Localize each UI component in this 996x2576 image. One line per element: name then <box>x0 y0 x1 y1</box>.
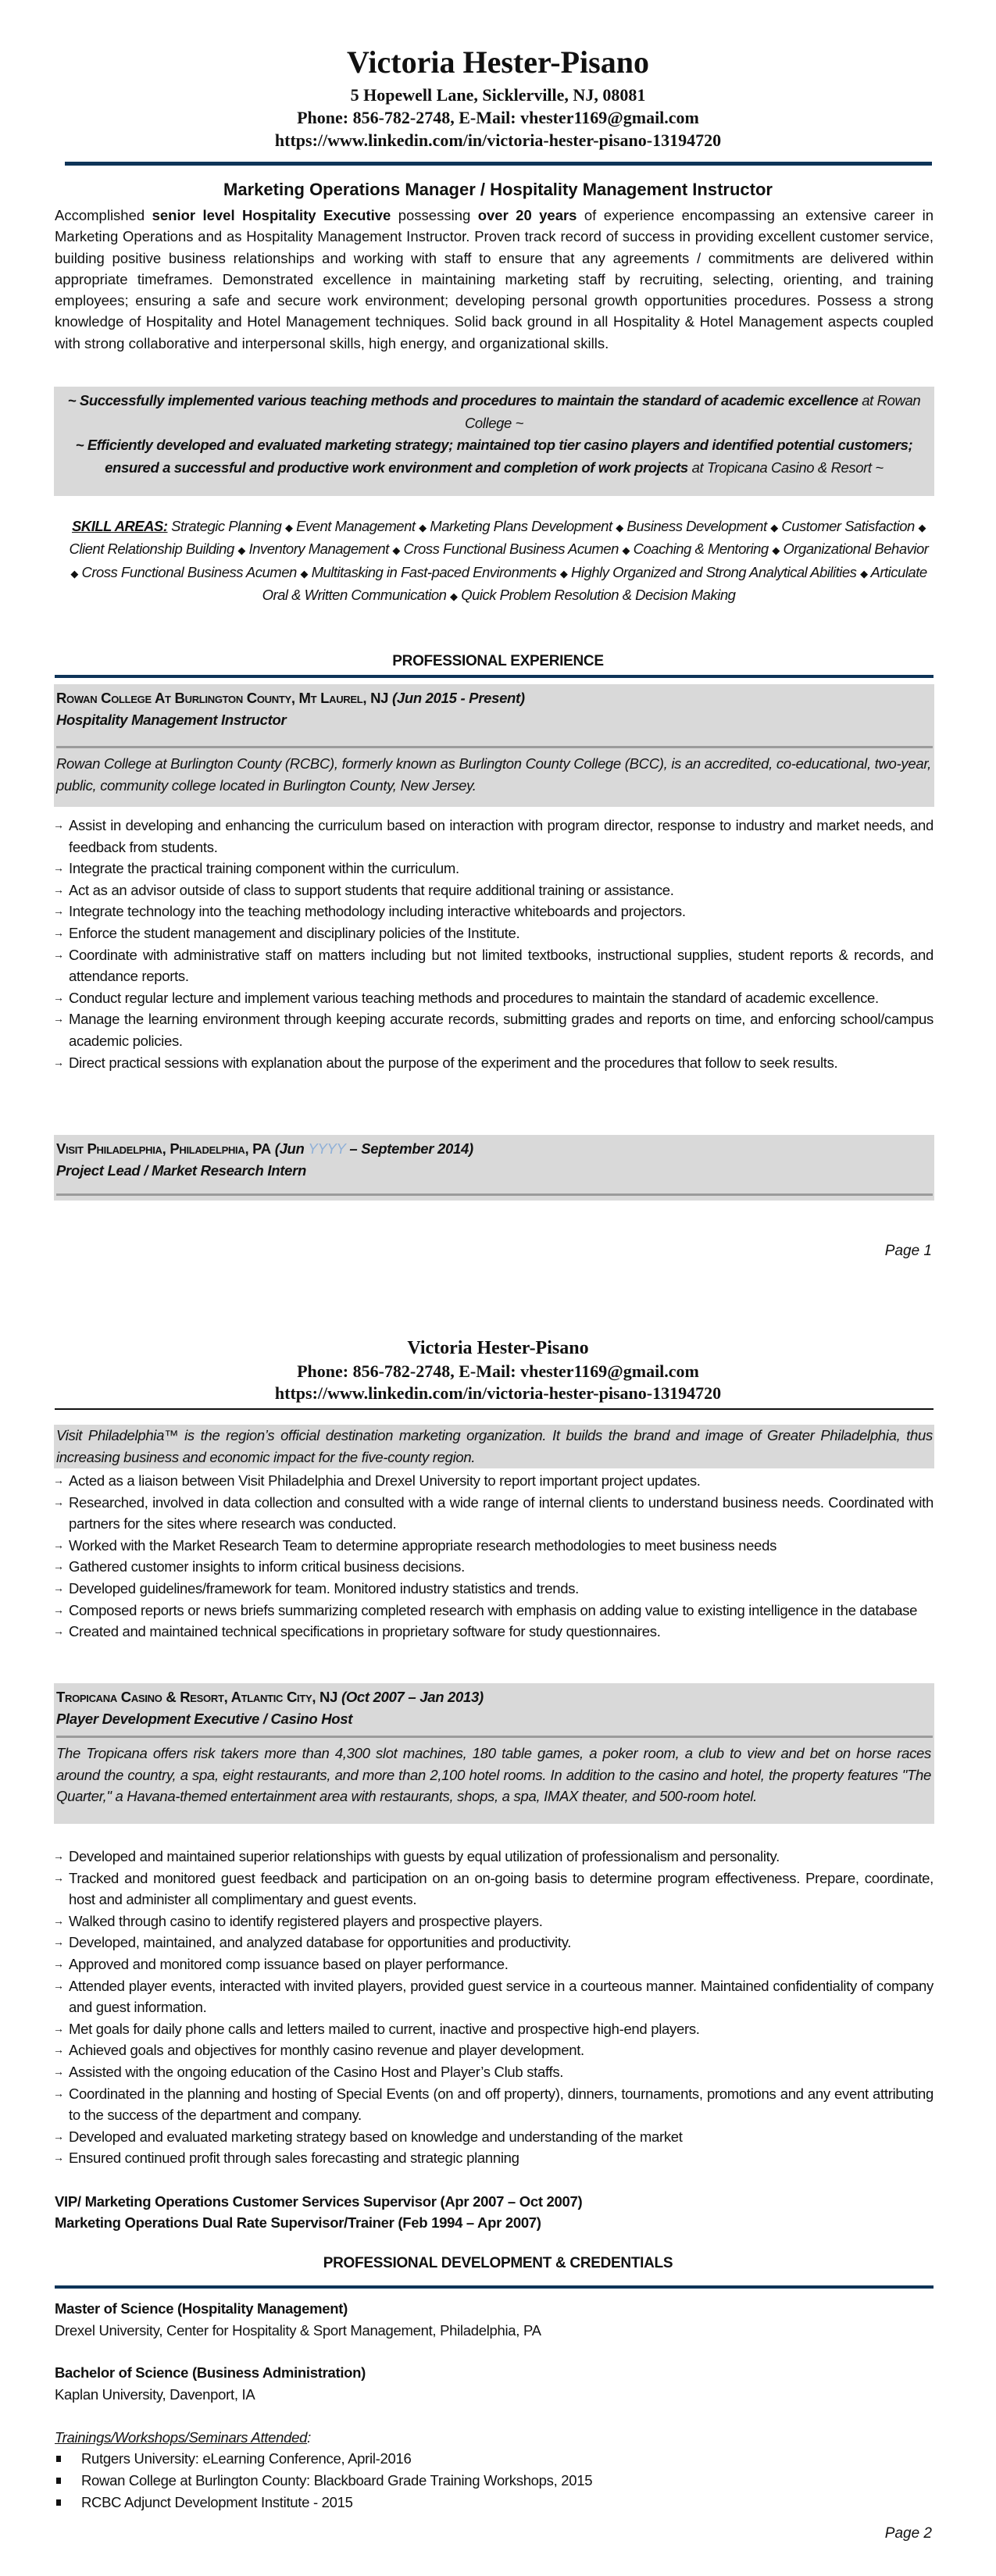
degree-school: Kaplan University, Davenport, IA <box>55 2386 255 2403</box>
training-text: Rowan College at Burlington County: Blackboard Grade Training Workshops, 2015 <box>81 2472 593 2489</box>
diamond-separator-icon: ◆ <box>622 544 630 557</box>
bullet-text: Tracked and monitored guest feedback and participation on an on-going basis to determine program effectiveness. Prepare, coordinate, host and administer all complimentary and guest events. <box>69 1869 934 1908</box>
company-description-visit-philadelphia: Visit Philadelphia™ is the region’s official destination marketing organization. It builds the brand and image of Greater Philadelphia, thus increasing business and economic impact for the five-county region. <box>54 1425 934 1468</box>
bullet-text: Created and maintained technical specifications in proprietary software for study questionnaires. <box>69 1623 661 1640</box>
job-header-rowan <box>54 684 934 807</box>
arrow-bullet-icon: → <box>53 1603 64 1616</box>
job-separator <box>56 1193 933 1196</box>
dates-start: (Jun <box>274 1140 309 1157</box>
company-name: Rowan College At Burlington County, Mt Laurel, NJ <box>56 690 389 706</box>
bullet-item <box>55 1535 934 1557</box>
job-dates <box>275 1140 473 1157</box>
degree-title: Bachelor of Science (Business Administration) <box>55 2364 366 2381</box>
bullet-text: Developed, maintained, and analyzed database for opportunities and productivity. <box>69 1934 572 1951</box>
skill-item: Customer Satisfaction <box>781 518 915 534</box>
arrow-bullet-icon: → <box>53 2151 64 2164</box>
bullet-text: Walked through casino to identify registered players and prospective players. <box>69 1912 543 1929</box>
job-company-line <box>56 1138 933 1160</box>
job-dates: (Jun 2015 - Present) <box>391 690 525 706</box>
skill-item: Articulate Oral & Written Communication <box>262 563 927 604</box>
training-text: Rutgers University: eLearning Conference, April-2016 <box>81 2450 412 2467</box>
diamond-separator-icon: ◆ <box>419 522 427 533</box>
skill-item: Client Relationship Building <box>69 541 234 558</box>
profile-summary <box>55 205 934 354</box>
company-description: The Tropicana offers risk takers more than 4,300 slot machines, 180 table games, a poker room, a club to view and bet on horse races around the country, a spa, eight restaurants, and more than 2,100 hotel rooms. In addition to the casino and hotel, the property features "The Quarter," a Havana-themed entertainment area with restaurants, shops, a spa, IMAX theater, and 500-room hotel. <box>56 1745 931 1804</box>
bullet-text: Attended player events, interacted with invited players, provided guest service in a courteous manner. Maintained confidentiality of company and guest information. <box>69 1977 934 2016</box>
bullet-item <box>55 1953 934 1975</box>
page-number: Page 2 <box>884 2525 932 2542</box>
job-dates: (Oct 2007 – Jan 2013) <box>341 1689 484 1705</box>
career-highlights <box>54 387 934 496</box>
section-heading-education: PROFESSIONAL DEVELOPMENT & CREDENTIALS <box>323 2255 673 2271</box>
diamond-separator-icon: ◆ <box>70 567 78 580</box>
linkedin-link[interactable]: https://www.linkedin.com/in/victoria-hester-pisano-13194720 <box>274 130 722 150</box>
skill-item: Marketing Plans Development <box>430 518 612 534</box>
square-bullet-icon <box>56 2456 61 2462</box>
bullet-text: Developed and maintained superior relationships with guests by equal utilization of professionalism and personality. <box>69 1848 780 1864</box>
bullet-text: Worked with the Market Research Team to determine appropriate research methodologies to meet business needs <box>69 1536 777 1554</box>
bullet-text: Direct practical sessions with explanation about the purpose of the experiment and the procedures that follow to seek results. <box>69 1054 838 1071</box>
bullet-text: Integrate the practical training component within the curriculum. <box>69 860 459 877</box>
bullet-text: Developed and evaluated marketing strategy based on knowledge and understanding of the market <box>69 2128 683 2145</box>
bullet-text: Enforce the student management and disciplinary policies of the Institute. <box>69 924 520 941</box>
skill-item: Cross Functional Business Acumen <box>81 563 297 580</box>
skill-item: Multitasking in Fast-paced Environments <box>311 563 557 580</box>
summary-emphasis: over 20 years <box>477 207 577 223</box>
arrow-bullet-icon: → <box>53 1012 64 1026</box>
trainings-heading <box>55 2427 934 2448</box>
job-role: Project Lead / Market Research Intern <box>56 1161 306 1179</box>
arrow-bullet-icon: → <box>53 883 64 896</box>
bullet-text: Gathered customer insights to inform critical business decisions. <box>69 1558 465 1575</box>
candidate-name-page2: Victoria Hester-Pisano <box>407 1338 589 1358</box>
bullet-item <box>55 1052 934 1074</box>
job-company-line <box>56 1686 933 1708</box>
arrow-bullet-icon: → <box>53 904 64 918</box>
additional-role: Marketing Operations Dual Rate Supervisor/Trainer (Feb 1994 – Apr 2007) <box>55 2214 541 2231</box>
bullet-item <box>55 944 934 987</box>
arrow-bullet-icon: → <box>53 2086 64 2100</box>
bullet-item <box>55 2018 934 2040</box>
bullet-item <box>55 2147 934 2169</box>
highlight-bold: ~ Successfully implemented various teaching methods and procedures to maintain the standard of academic excellence <box>67 392 859 409</box>
bullet-item <box>55 901 934 922</box>
arrow-bullet-icon: → <box>53 1625 64 1638</box>
page2-header-divider <box>55 1408 934 1410</box>
diamond-separator-icon: ◆ <box>770 522 778 533</box>
bullet-text: Approved and monitored comp issuance based on player performance. <box>69 1955 509 1972</box>
header-divider <box>65 162 932 166</box>
arrow-bullet-icon: → <box>53 1936 64 1949</box>
skill-item: Highly Organized and Strong Analytical Abilities <box>571 563 857 580</box>
arrow-bullet-icon: → <box>53 926 64 939</box>
bullet-text: Assist in developing and enhancing the curriculum based on interaction with program director, response to industry and market needs, and feedback from students. <box>69 817 934 855</box>
diamond-separator-icon: ◆ <box>300 567 308 580</box>
company-name: Visit Philadelphia, Philadelphia, PA <box>56 1140 271 1157</box>
arrow-bullet-icon: → <box>53 2064 64 2078</box>
contact-info: Phone: 856-782-2748, E-Mail: vhester1169@gmail.com <box>297 108 699 127</box>
summary-text: Accomplished <box>55 207 152 223</box>
arrow-bullet-icon: → <box>53 1495 64 1508</box>
dates-end: – September 2014) <box>345 1140 473 1157</box>
job-role: Player Development Executive / Casino Host <box>56 1710 353 1727</box>
additional-role: VIP/ Marketing Operations Customer Services Supervisor (Apr 2007 – Oct 2007) <box>55 2193 583 2210</box>
arrow-bullet-icon: → <box>53 1581 64 1594</box>
company-description: Rowan College at Burlington County (RCBC), formerly known as Burlington County College (BCC), is an accredited, co-educational, two-year, public, community college located in Burlington County, New Jersey. <box>56 755 931 794</box>
job-company-line <box>56 687 933 709</box>
trainings-colon: : <box>307 2429 312 2446</box>
skills-label: SKILL AREAS: <box>72 518 168 534</box>
bullet-text: Assisted with the ongoing education of the Casino Host and Player’s Club staffs. <box>69 2063 564 2080</box>
bullet-item <box>55 1621 934 1643</box>
arrow-bullet-icon: → <box>53 947 64 961</box>
bullet-item <box>55 1868 934 1911</box>
job-bullets-visit-philadelphia <box>55 1470 934 1643</box>
bullet-text: Act as an advisor outside of class to support students that require additional training or assistance. <box>69 881 674 898</box>
diamond-separator-icon: ◆ <box>918 522 926 533</box>
job-bullets-tropicana <box>55 1846 934 2169</box>
square-bullet-icon <box>56 2499 61 2506</box>
bullet-text: Integrate technology into the teaching methodology including interactive whiteboards and projectors. <box>69 903 686 920</box>
bullet-item <box>55 2083 934 2126</box>
skill-item: Quick Problem Resolution & Decision Making <box>461 587 736 604</box>
diamond-separator-icon: ◆ <box>284 522 293 533</box>
job-separator <box>56 746 933 748</box>
training-item <box>55 2448 934 2470</box>
job-role: Hospitality Management Instructor <box>56 711 287 728</box>
bullet-text: Acted as a liaison between Visit Philadelphia and Drexel University to report important project updates. <box>69 1472 701 1489</box>
arrow-bullet-icon: → <box>53 1914 64 1927</box>
arrow-bullet-icon: → <box>53 1957 64 1970</box>
bullet-text: Coordinate with administrative staff on matters including but not limited textbooks, instructional supplies, student reports & records, and attendance reports. <box>69 946 934 985</box>
bullet-text: Met goals for daily phone calls and letters mailed to current, inactive and prospective high-end players. <box>69 2020 700 2037</box>
skill-item: Event Management <box>296 518 416 534</box>
arrow-bullet-icon: → <box>53 862 64 875</box>
bullet-item <box>55 2039 934 2061</box>
arrow-bullet-icon: → <box>53 1538 64 1551</box>
arrow-bullet-icon: → <box>53 990 64 1004</box>
diamond-separator-icon: ◆ <box>450 590 458 603</box>
bullet-item <box>55 1008 934 1051</box>
bullet-text: Composed reports or news briefs summarizing completed research with emphasis on adding value to existing intelligence in the database <box>69 1601 918 1618</box>
arrow-bullet-icon: → <box>53 2129 64 2143</box>
training-text: RCBC Adjunct Development Institute - 2015 <box>81 2494 353 2510</box>
diamond-separator-icon: ◆ <box>559 567 568 580</box>
arrow-bullet-icon: → <box>53 2021 64 2035</box>
candidate-name: Victoria Hester-Pisano <box>347 45 649 80</box>
skill-item: Cross Functional Business Acumen <box>403 541 619 558</box>
bullet-item <box>55 987 934 1009</box>
date-placeholder: YYYY <box>308 1140 346 1157</box>
arrow-bullet-icon: → <box>53 1978 64 1992</box>
highlight-bold: ~ Efficiently developed and evaluated marketing strategy; maintained top tier casino players and identified potential customers; ensured a successful and productive work environment and completion of work projects <box>75 437 913 476</box>
bullet-item <box>55 815 934 858</box>
address: 5 Hopewell Lane, Sicklerville, NJ, 08081 <box>350 85 646 105</box>
bullet-text: Researched, involved in data collection and consulted with a wide range of internal clients to understand business needs. Coordinated with partners for the sites where research was conducted. <box>69 1493 934 1532</box>
degree-school: Drexel University, Center for Hospitality & Sport Management, Philadelphia, PA <box>55 2322 541 2339</box>
skill-item: Business Development <box>627 518 767 534</box>
linkedin-link-page2[interactable]: https://www.linkedin.com/in/victoria-hester-pisano-13194720 <box>274 1383 722 1403</box>
experience-divider <box>55 675 934 678</box>
bullet-text: Developed guidelines/framework for team. Monitored industry statistics and trends. <box>69 1579 580 1597</box>
skill-areas <box>64 516 934 608</box>
bullet-text: Coordinated in the planning and hosting of Special Events (on and off property), dinners, tournaments, promotions and any event attributing to the success of the department and company. <box>69 2085 934 2124</box>
bullet-item <box>55 1932 934 1953</box>
bullet-text: Conduct regular lecture and implement various teaching methods and procedures to maintain the standard of academic excellence. <box>69 989 879 1006</box>
arrow-bullet-icon: → <box>53 1850 64 1862</box>
bullet-item <box>55 1492 934 1535</box>
trainings-list <box>55 2448 934 2514</box>
skill-item: Strategic Planning <box>171 518 282 534</box>
contact-info-page2: Phone: 856-782-2748, E-Mail: vhester1169@gmail.com <box>297 1361 699 1381</box>
highlight-rest: at Tropicana Casino & Resort ~ <box>687 458 884 476</box>
arrow-bullet-icon: → <box>53 1055 64 1069</box>
diamond-separator-icon: ◆ <box>237 544 245 557</box>
job-bullets-rowan <box>55 815 934 1073</box>
arrow-bullet-icon: → <box>53 1560 64 1573</box>
degree-title: Master of Science (Hospitality Management) <box>55 2300 348 2317</box>
bullet-item <box>55 1470 934 1492</box>
summary-emphasis: senior level Hospitality Executive <box>152 207 391 223</box>
trainings-heading-text: Trainings/Workshops/Seminars Attended <box>55 2429 308 2446</box>
bullet-item <box>55 1556 934 1578</box>
bullet-item <box>55 1911 934 1932</box>
skill-item: Inventory Management <box>248 541 389 558</box>
training-item <box>55 2492 934 2514</box>
training-item <box>55 2470 934 2492</box>
diamond-separator-icon: ◆ <box>392 544 400 557</box>
bullet-text: Manage the learning environment through keeping accurate records, submitting grades and reports on time, and enforcing school/campus academic policies. <box>69 1011 934 1049</box>
company-name: Tropicana Casino & Resort, Atlantic City, NJ <box>56 1689 338 1705</box>
bullet-item <box>55 879 934 901</box>
arrow-bullet-icon: → <box>53 1474 64 1486</box>
summary-text: possessing <box>391 207 478 223</box>
bullet-text: Ensured continued profit through sales forecasting and strategic planning <box>69 2150 519 2167</box>
bullet-item <box>55 1846 934 1868</box>
arrow-bullet-icon: → <box>53 1871 64 1884</box>
job-header-visit-philadelphia <box>54 1135 934 1201</box>
diamond-separator-icon: ◆ <box>616 522 623 533</box>
job-separator <box>56 1736 933 1738</box>
profile-title: Marketing Operations Manager / Hospitality Management Instructor <box>223 180 773 199</box>
bullet-text: Achieved goals and objectives for monthly casino revenue and player development. <box>69 2042 584 2059</box>
bullet-item <box>55 2061 934 2083</box>
job-header-tropicana <box>54 1683 934 1824</box>
bullet-item <box>55 1975 934 2018</box>
diamond-separator-icon: ◆ <box>772 544 780 557</box>
diamond-separator-icon: ◆ <box>860 567 868 580</box>
square-bullet-icon <box>56 2478 61 2484</box>
arrow-bullet-icon: → <box>53 2043 64 2057</box>
page-number: Page 1 <box>884 1243 932 1259</box>
bullet-item <box>55 858 934 879</box>
bullet-item <box>55 2126 934 2148</box>
bullet-item <box>55 1578 934 1600</box>
arrow-bullet-icon: → <box>53 819 64 831</box>
summary-text: of experience encompassing an extensive career in Marketing Operations and as Hospitality Management Instructor. Proven track record of success in providing excellent customer service, building positive business relationships and working with staff to ensure that any agreements / commitments are delivered within appropriate timeframes. Demonstrated excellence in maintaining marketing staff by recruiting, selecting, orienting, and training employees; ensuring a safe and secure work environment; developing personal growth opportunities procedures. Possess a strong knowledge of Hospitality and Hotel Management techniques. Solid back ground in all Hospitality & Hotel Management aspects coupled with strong collaborative and interpersonal skills, high energy, and organizational skills. <box>55 207 934 351</box>
section-heading-experience: PROFESSIONAL EXPERIENCE <box>392 653 604 669</box>
bullet-item <box>55 1600 934 1622</box>
skill-item: Organizational Behavior <box>783 541 929 558</box>
bullet-item <box>55 922 934 944</box>
highlight-item <box>62 390 926 434</box>
highlight-item <box>62 434 926 479</box>
education-divider <box>55 2285 934 2289</box>
skill-item: Coaching & Mentoring <box>633 541 769 558</box>
highlight-rest: at Rowan College ~ <box>464 392 921 431</box>
